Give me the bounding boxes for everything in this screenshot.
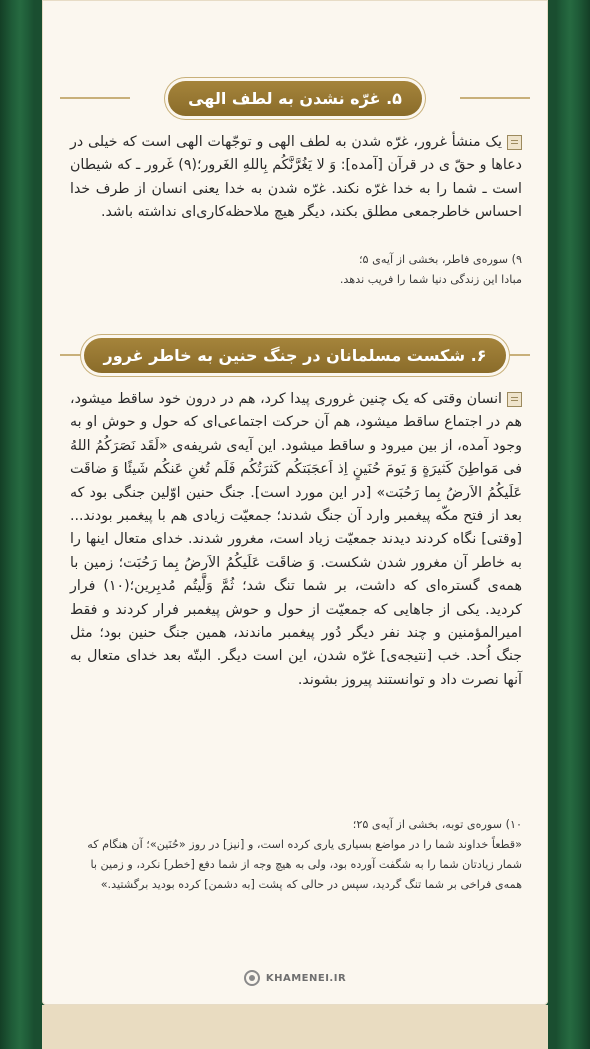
footnote-10-ref: ۱۰) سوره‌ی توبه، بخشی از آیه‌ی ۲۵؛ [352,818,522,831]
title-divider-right [460,97,530,99]
section-6-footnote [70,815,522,895]
section-6-header [60,335,530,375]
bottom-band [42,1005,548,1049]
paragraph-icon [507,392,522,407]
footnote-9-text: مبادا این زندگی دنیا شما را فریب ندهد. [339,273,522,286]
section-5-text: یک منشأ غرور، غرّه شدن به لطف الهی و توجّهات الهی است که خیلی در دعاها و حقّ ی در قرآن [آمده]: وَ لا يَغُرَّنَّكُم بِاللهِ الغَرور؛(۹) غَرور ـ که شیطان است ـ شما را به خدا غرّه نکند. غرّه شدن به خدا یعنی انسان از طرف خدا احساس خاطرجمعی مطلق بکند، دیگر هیچ ملاحظه‌کاری‌ای نداشته باشد. [70,134,523,221]
footnote-10-text: «قطعاً خداوند شما را در مواضع بسیاری یاری کرده است، و [نیز] در روز «حُنَین»؛ آن هنگام که شمار زیادتان شما را به شگفت آورده بود، ولی به هیچ وجه از شما دفع [خطر] نکرد، و زمین با همه‌ی فراخی بر شما تنگ گردید، سپس در حالی که پشت [به دشمن] کرده بودید برگشتید.» [87,838,522,891]
section-6-paragraph [70,388,522,692]
site-logo [0,970,590,986]
section-5-title: ۵. غرّه نشدن به لطف الهی [168,81,422,116]
logo-text: KHAMENEI.IR [265,972,347,984]
paragraph-icon [507,135,522,150]
logo-icon [244,970,260,986]
section-5-paragraph [70,131,522,225]
section-6-title: ۶. شکست مسلمانان در جنگ حنین به خاطر غرور [84,338,507,373]
title-divider-left [60,97,130,99]
section-5-footnote [70,250,522,290]
section-6-text: انسان وقتی که یک چنین غروری پیدا کرد، هم در درون خود ساقط میشود، هم در اجتماع ساقط میشود، هم آن حرکت اجتماعی‌ای که حول و حوش او به وجود آمده، از بین میرود و ساقط میشود. این آیه‌ی شریفه‌ی «لَقَد نَصَرَكُمُ اللهُ فی مَواطِنَ كَثيرَةٍ وَ يَومَ حُنَينٍ اِذ اَعجَبَتكُم كَثرَتُكُم فَلَم تُغنِ عَنكُم شَيئًا وَ ضاقَت عَلَيكُمُ الاَرضُ بِما رَحُبَت» [در این مورد است]. جنگ حنین اوّلین جنگی بود که بعد از فتح مکّه پیغمبر وارد آن جنگ شدند؛ جمعیّت زیادی هم با پیغمبر بودند... [وقتی] نگاه کردند دیدند جمعیّت زیاد است، مغرور شدند. خدای متعال اینها را به خاطر آن مغرور شدن شکست. وَ ضاقَت عَلَيكُمُ الاَرضُ بِما رَحُبَت؛ زمین با همه‌ی گستره‌ای که داشت، بر شما تنگ شد؛ ثُمَّ وَلَّيتُم مُدبِرين؛(۱۰) فرار کردید. یکی از جاهایی که جمعیّت از حول و حوش پیغمبر فرار کردند و فقط امیرالمؤمنین و چند نفر دیگر دُور پیغمبر ماندند، همین جنگ حنین بود؛ مثل جنگ اُحد. خب [نتیجه‌ی] غرّه شدن، این است دیگر. البتّه بعد خدای متعال به آنها نصرت داد و توانستند پیروز بشوند. [70,391,522,688]
section-5-header [60,78,530,118]
footnote-9-ref: ۹) سوره‌ی فاطر، بخشی از آیه‌ی ۵؛ [358,253,522,266]
